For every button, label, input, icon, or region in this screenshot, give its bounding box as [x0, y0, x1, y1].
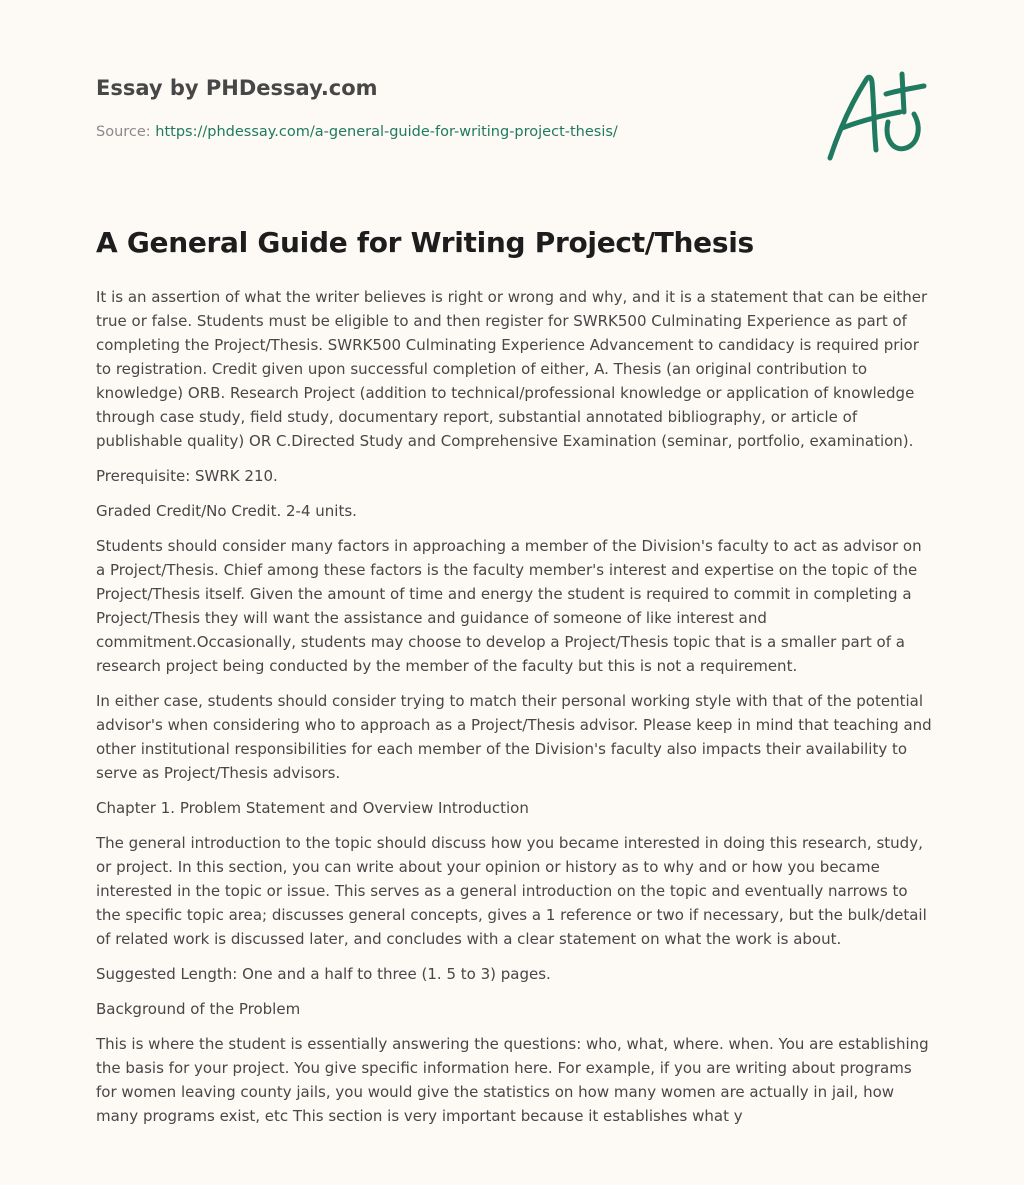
essay-body	[96, 285, 932, 1139]
paragraph: Prerequisite: SWRK 210.	[96, 467, 278, 485]
site-brand: Essay by PHDessay.com	[96, 76, 378, 100]
paragraph: Suggested Length: One and a half to three (1. 5 to 3) pages.	[96, 965, 551, 983]
paragraph: In either case, students should consider trying to match their personal working style with that of the potential advisor's when considering who to approach as a Project/Thesis advisor. Please keep in mind that teaching and other institutional responsibilities for each member of the Division's faculty also impacts their availability to serve as Project/Thesis advisors.	[96, 692, 932, 782]
paragraph: It is an assertion of what the writer believes is right or wrong and why, and it is a statement that can be either true or false. Students must be eligible to and then register for SWRK500 Culminating Experience as part of completing the Project/Thesis. SWRK500 Culminating Experience Advancement to candidacy is required prior to registration. Credit given upon successful completion of either, A. Thesis (an original contribution to knowledge) ORB. Research Project (addition to technical/professional knowledge or application of knowledge through case study, field study, documentary report, substantial annotated bibliography, or article of publishable quality) OR C.Directed Study and Comprehensive Examination (seminar, portfolio, examination).	[96, 288, 928, 450]
paragraph: The general introduction to the topic should discuss how you became interested in doing this research, study, or project. In this section, you can write about your opinion or history as to why and or how you became interested in the topic or issue. This serves as a general introduction on the topic and eventually narrows to the specific topic area; discusses general concepts, gives a 1 reference or two if necessary, but the bulk/detail of related work is discussed later, and concludes with a clear statement on what the work is about.	[96, 834, 927, 948]
paragraph: Graded Credit/No Credit. 2-4 units.	[96, 502, 357, 520]
section-heading: Background of the Problem	[96, 1000, 301, 1018]
source-line	[96, 124, 618, 140]
paragraph: This is where the student is essentially answering the questions: who, what, where. when. You are establishing the basis for your project. You give specific information here. For example, if you are writing about programs for women leaving county jails, you would give the statistics on how many women are actually in jail, how many programs exist, etc This section is very important because it establishes what y	[96, 1035, 929, 1125]
essay-title: A General Guide for Writing Project/Thesis	[96, 226, 754, 259]
paragraph: Students should consider many factors in approaching a member of the Division's faculty to act as advisor on a Project/Thesis. Chief among these factors is the faculty member's interest and expertise on the topic of the Project/Thesis itself. Given the amount of time and energy the student is required to commit in completing a Project/Thesis they will want the assistance and guidance of someone of like interest and commitment.Occasionally, students may choose to develop a Project/Thesis topic that is a smaller part of a research project being conducted by the member of the faculty but this is not a requirement.	[96, 537, 922, 675]
source-link[interactable]: https://phdessay.com/a-general-guide-for-writing-project-thesis/	[155, 124, 618, 140]
section-heading: Chapter 1. Problem Statement and Overview Introduction	[96, 799, 529, 817]
a-plus-logo-icon	[818, 66, 930, 166]
source-label: Source:	[96, 124, 156, 140]
